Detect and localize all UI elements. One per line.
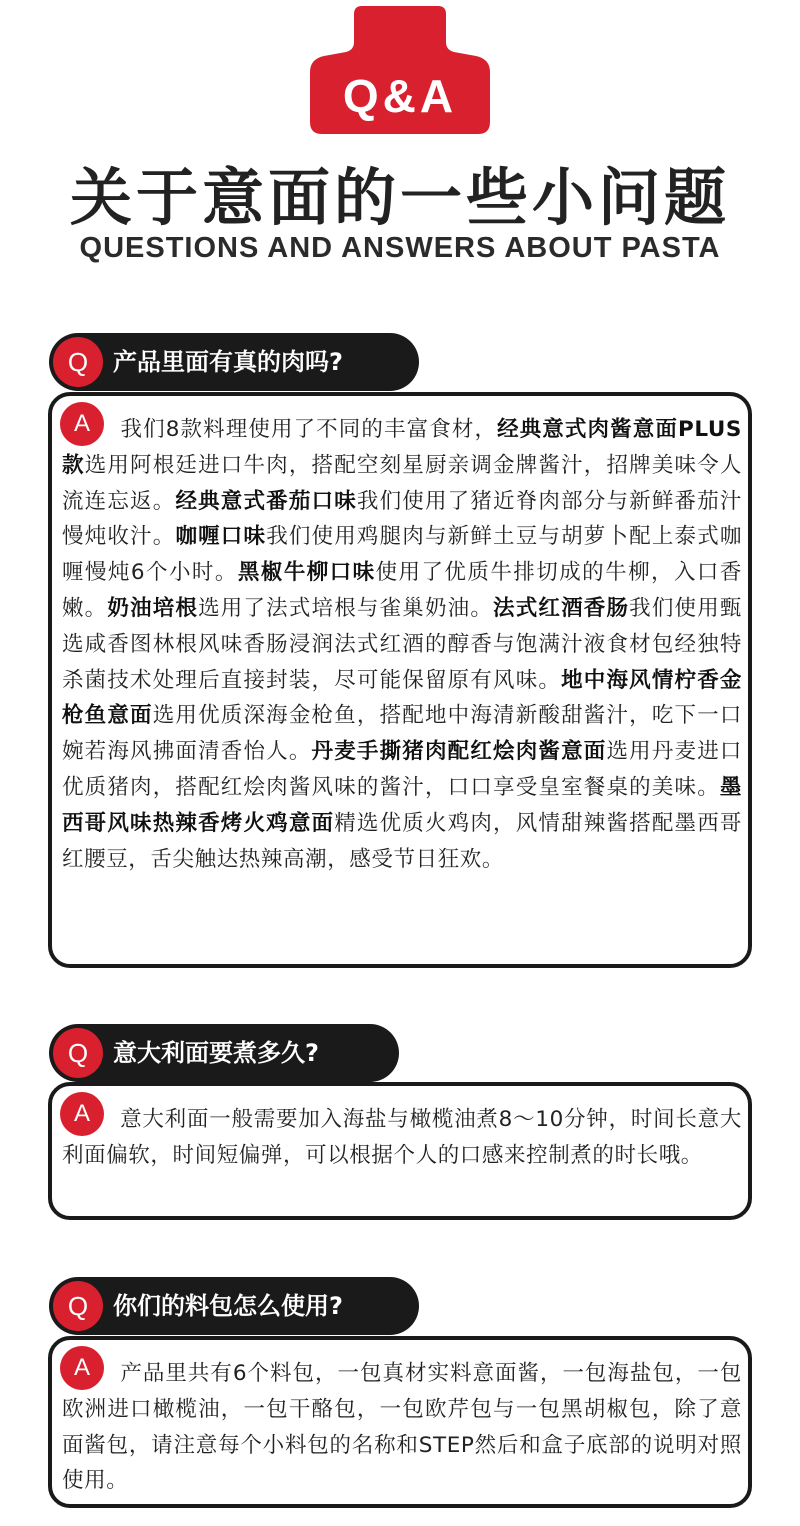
answer-highlight: 咖喱口味 [175,524,267,550]
answer-segment: 我们使用了猪近脊肉部分与新鲜番茄汁慢炖收汁。 [62,488,742,550]
question-pill [49,1277,419,1335]
answer-text [62,1102,742,1174]
answer-highlight: 黑椒牛柳口味 [237,560,376,586]
answer-box [48,1082,752,1220]
qa-badge [310,6,490,134]
question-text: 产品里面有真的肉吗? [113,348,343,376]
q-marker-icon: Q [53,1028,103,1078]
answer-segment: 精选优质火鸡肉，风情甜辣酱搭配墨西哥红腰豆，舌尖触达热辣高潮，感受节日狂欢。 [62,810,742,872]
q-marker-icon: Q [53,1281,103,1331]
page-subtitle: QUESTIONS AND ANSWERS ABOUT PASTA [79,232,721,264]
question-text: 你们的料包怎么使用? [113,1292,343,1320]
answer-highlight: 经典意式番茄口味 [175,488,357,514]
a-marker-icon: A [60,1346,104,1390]
question-pill [49,333,419,391]
answer-segment: 我们8款料理使用了不同的丰富食材， [120,417,498,442]
answer-highlight: 丹麦手撕猪肉配红烩肉酱意面 [311,739,607,765]
answer-segment: 选用阿根廷进口牛肉，搭配空刻星厨亲调金牌酱汁，招牌美味令人流连忘返。 [62,452,742,514]
answer-segment: 意大利面一般需要加入海盐与橄榄油煮8～10分钟，时间长意大利面偏软，时间短偏弹，可以根据个人的口感来控制煮的时长哦。 [62,1107,742,1168]
answer-segment: 选用优质深海金枪鱼，搭配地中海清新酸甜酱汁，吃下一口婉若海风拂面清香怡人。 [62,703,742,765]
answer-text [62,412,742,877]
a-marker-icon: A [60,402,104,446]
answer-highlight: 地中海风情柠香金枪鱼意面 [62,667,742,729]
page-title: 关于意面的一些小问题 [69,161,730,234]
answer-segment: 使用了优质牛排切成的牛柳，入口香嫩。 [62,560,742,621]
answer-highlight: 奶油培根 [107,595,199,621]
answer-segment: 选用丹麦进口优质猪肉，搭配红烩肉酱风味的酱汁，口口享受皇室餐桌的美味。 [62,739,742,800]
answer-box [48,392,752,968]
answer-segment: 我们使用鸡腿肉与新鲜土豆与胡萝卜配上泰式咖喱慢炖6个小时。 [62,524,742,586]
badge-label: Q&A [342,70,458,122]
question-text: 意大利面要煮多久? [113,1039,319,1067]
answer-highlight: 法式红酒香肠 [493,595,630,621]
answer-segment: 我们使用甄选咸香图林根风味香肠浸润法式红酒的醇香与饱满汁液食材包经独特杀菌技术处理后直接封装，尽可能保留原有风味。 [62,595,742,693]
a-marker-icon: A [60,1092,104,1136]
answer-segment: 选用了法式培根与雀巢奶油。 [198,595,494,621]
q-marker-icon: Q [53,337,103,387]
question-pill [49,1024,399,1082]
answer-box [48,1336,752,1508]
answer-highlight: 经典意式肉酱意面PLUS款 [62,417,742,478]
answer-text [62,1356,742,1499]
answer-highlight: 墨西哥风味热辣香烤火鸡意面 [62,774,742,836]
answer-segment: 产品里共有6个料包，一包真材实料意面酱，一包海盐包，一包欧洲进口橄榄油，一包干酪包，一包欧芹包与一包黑胡椒包，除了意面酱包，请注意每个小料包的名称和STEP然后和盒子底部的说明对照使用。 [62,1361,742,1494]
